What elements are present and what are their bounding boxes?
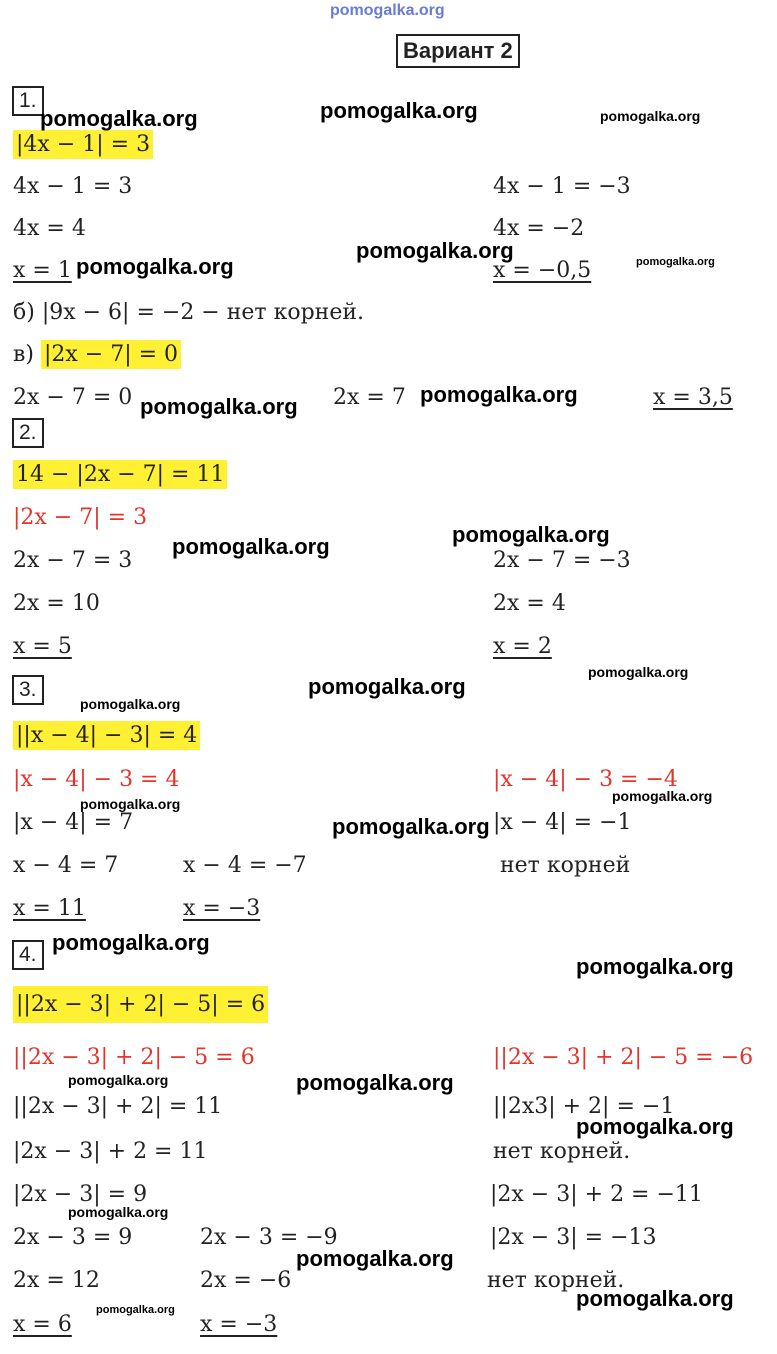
task-4-right-step-5: нет корней. xyxy=(487,1268,625,1293)
task-1-number: 1. xyxy=(12,86,44,116)
watermark: pomogalka.org xyxy=(420,382,578,407)
watermark: pomogalka.org xyxy=(576,1286,734,1311)
watermark: pomogalka.org xyxy=(356,238,514,263)
task-3-answer-b: x = −3 xyxy=(183,896,261,921)
watermark: pomogalka.org xyxy=(76,254,234,279)
task-2-right-step-2: 2x = 4 xyxy=(493,591,566,616)
watermark: pomogalka.org xyxy=(68,1072,169,1088)
task-4-sub-b-2: 2x = −6 xyxy=(200,1268,292,1293)
watermark: pomogalka.org xyxy=(308,674,466,699)
task-4-right-step-1: ||2x3| + 2| = −1 xyxy=(493,1094,675,1119)
variant-title: Вариант 2 xyxy=(396,34,520,68)
watermark: pomogalka.org xyxy=(600,108,701,124)
task-2-equation: 14 − |2x − 7| = 11 xyxy=(13,460,227,490)
task-1-v-step-1: 2x − 7 = 0 xyxy=(13,385,133,410)
watermark: pomogalka.org xyxy=(576,954,734,979)
task-3-answer-a: x = 11 xyxy=(13,896,86,921)
task-2-number: 2. xyxy=(12,418,44,448)
watermark: pomogalka.org xyxy=(612,788,713,804)
task-1-v-prefix: в) xyxy=(13,342,34,367)
task-1-equation: |4x − 1| = 3 xyxy=(13,130,153,160)
task-1-b-line: б) |9x − 6| = −2 − нет корней. xyxy=(13,300,365,325)
task-4-sub-a-2: 2x = 12 xyxy=(13,1268,100,1293)
watermark: pomogalka.org xyxy=(452,522,610,547)
task-4-left-case: ||2x − 3| + 2| − 5 = 6 xyxy=(13,1045,255,1070)
task-3-left-case: |x − 4| − 3 = 4 xyxy=(13,767,180,792)
task-1-v-equation: |2x − 7| = 0 xyxy=(41,340,181,369)
watermark: pomogalka.org xyxy=(172,534,330,559)
task-4-right-step-4: |2x − 3| = −13 xyxy=(490,1225,657,1250)
task-4-number: 4. xyxy=(12,940,44,970)
task-3-equation: ||x − 4| − 3| = 4 xyxy=(13,721,200,751)
watermark: pomogalka.org xyxy=(332,814,490,839)
task-1-v-answer: x = 3,5 xyxy=(653,385,733,410)
task-3-no-roots: нет корней xyxy=(500,853,631,878)
task-4-sub-a-1: 2x − 3 = 9 xyxy=(13,1225,133,1250)
watermark: pomogalka.org xyxy=(576,1114,734,1139)
task-1-right-answer: x = −0,5 xyxy=(493,258,592,283)
watermark: pomogalka.org xyxy=(68,1204,169,1220)
task-2-right-answer: x = 2 xyxy=(493,634,552,659)
watermark: pomogalka.org xyxy=(296,1246,454,1271)
watermark: pomogalka.org xyxy=(80,796,181,812)
task-2-left-answer: x = 5 xyxy=(13,634,72,659)
task-4-sub-a-answer: x = 6 xyxy=(13,1312,72,1337)
task-4-sub-b-1: 2x − 3 = −9 xyxy=(200,1225,338,1250)
watermark: pomogalka.org xyxy=(52,930,210,955)
watermark: pomogalka.org xyxy=(96,1304,175,1316)
task-4-left-step-1: ||2x − 3| + 2| = 11 xyxy=(13,1094,223,1119)
watermark: pomogalka.org xyxy=(140,394,298,419)
task-3-right-case: |x − 4| − 3 = −4 xyxy=(493,767,678,792)
task-1-left-step-1: 4x − 1 = 3 xyxy=(13,174,133,199)
task-4-sub-b-answer: x = −3 xyxy=(200,1312,278,1337)
task-3-left-mod: |x − 4| = 7 xyxy=(13,810,134,835)
task-1-right-step-2: 4x = −2 xyxy=(493,216,585,241)
task-1-v-step-2: 2x = 7 xyxy=(333,385,406,410)
site-header-link[interactable]: pomogalka.org xyxy=(330,2,445,19)
task-4-right-step-3: |2x − 3| + 2 = −11 xyxy=(490,1182,703,1207)
task-3-step-b: x − 4 = −7 xyxy=(183,853,307,878)
task-2-left-step-2: 2x = 10 xyxy=(13,591,100,616)
task-1-left-step-2: 4x = 4 xyxy=(13,216,86,241)
task-4-right-case: ||2x − 3| + 2| − 5 = −6 xyxy=(493,1045,754,1070)
task-2-step: |2x − 7| = 3 xyxy=(13,505,148,530)
watermark: pomogalka.org xyxy=(636,256,715,268)
watermark: pomogalka.org xyxy=(80,696,181,712)
task-3-number: 3. xyxy=(12,675,44,705)
task-4-left-step-2: |2x − 3| + 2 = 11 xyxy=(13,1139,208,1164)
task-2-left-step-1: 2x − 7 = 3 xyxy=(13,548,133,573)
task-2-right-step-1: 2x − 7 = −3 xyxy=(493,548,631,573)
watermark: pomogalka.org xyxy=(40,106,198,131)
task-1-v-line xyxy=(13,340,181,370)
watermark: pomogalka.org xyxy=(588,664,689,680)
task-1-left-answer: x = 1 xyxy=(13,258,72,283)
task-3-right-mod: |x − 4| = −1 xyxy=(493,810,632,835)
task-1-right-step-1: 4x − 1 = −3 xyxy=(493,174,631,199)
task-3-step-a: x − 4 = 7 xyxy=(13,853,119,878)
task-4-equation: ||2x − 3| + 2| − 5| = 6 xyxy=(13,990,268,1020)
watermark: pomogalka.org xyxy=(296,1070,454,1095)
task-4-right-step-2: нет корней. xyxy=(493,1139,631,1164)
watermark: pomogalka.org xyxy=(320,98,478,123)
task-4-left-step-3: |2x − 3| = 9 xyxy=(13,1182,148,1207)
